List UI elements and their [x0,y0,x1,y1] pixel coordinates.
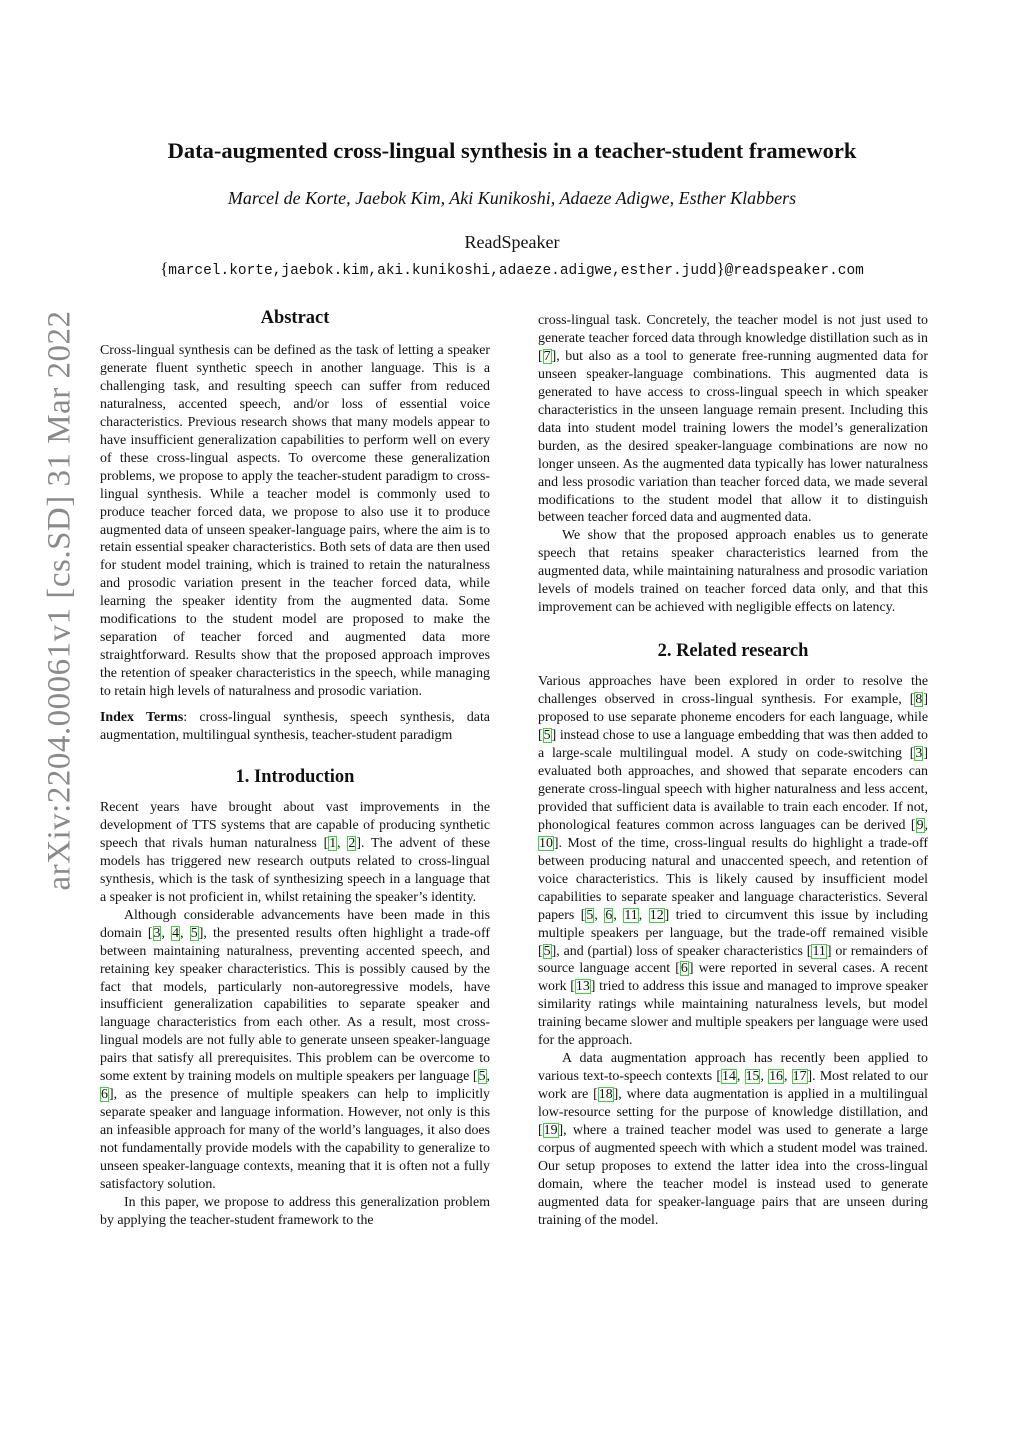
intro-paragraph-3-continued: cross-lingual task. Concretely, the teacher model is not just used to generate teacher forced data through knowledge distillation such as in [7], but also as a tool to generate free-running augmented data for unseen speaker-language combinations. This augmented data is generated to have access to cross-lingual speech in which speaker characteristics in the unseen language remain present. Including this data into student model training lowers the model’s generalization burden, as the desired speaker-language combinations are now no longer unseen. As the augmented data typically has lower naturalness and less prosodic variation than teacher forced data, we made several modifications to the student model that allow it to distinguish between teacher forced data and augmented data. [538,313,928,526]
email-brace-open: { [160,259,169,278]
citation-link[interactable]: 18 [598,1087,613,1103]
email-usernames: marcel.korte,jaebok.kim,aki.kunikoshi,adaeze.adigwe,esther.judd [168,263,717,279]
citation-link[interactable]: 19 [543,1123,558,1139]
citation-link[interactable]: 15 [745,1069,760,1085]
citation-link[interactable]: 8 [915,692,923,708]
citation-link[interactable]: 16 [769,1069,783,1085]
citation-link[interactable]: 5 [478,1069,486,1085]
citation-link[interactable]: 13 [575,979,590,995]
citation-link[interactable]: 12 [649,907,664,923]
introduction-heading: 1. Introduction [235,766,355,787]
citation-link[interactable]: 5 [586,907,594,923]
citation-link[interactable]: 3 [915,746,923,762]
author-emails [0,259,1024,279]
citation-link[interactable]: 3 [153,925,161,941]
citation-link[interactable]: 1 [329,835,337,851]
citation-link[interactable]: 2 [348,835,356,851]
citation-link[interactable]: 14 [722,1069,736,1085]
citation-link[interactable]: 7 [543,348,551,364]
right-column [538,312,928,1230]
left-column [100,306,490,1230]
citation-link[interactable]: 6 [101,1087,108,1103]
related-paragraph-2: A data augmentation approach has recently been applied to various text-to-speech contexts [14, 15, 16, 17]. Most related to our work are [18], where data augmentation is applied in a multilingual low-resource setting for the purpose of knowledge distillation, and [19], where a trained teacher model was used to generate a large corpus of augmented speech with which a student model was trained. Our setup proposes to extend the latter idea into the cross-lingual domain, where the teacher model is instead used to generate augmented data for speaker-language pairs that are unseen during training of the model. [538,1051,929,1228]
intro-paragraph-2: Although considerable advancements have been made in this domain [3, 4, 5], the presented results often highlight a trade-off between maintaining naturalness, preventing accented speech, and retaining key speaker characteristics. This is possibly caused by the fact that models, particularly non-autoregressive models, have insufficient generalization capabilities to separate speaker and language characteristics from each other. As a result, most cross-lingual models are not fully able to generate unseen speaker-language pairs that satisfy all prerequisites. This problem can be overcome to some extent by training models on multiple speakers per language [5, 6], as the presence of multiple speakers can help to implicitly separate speaker and language information. However, not only is this an infeasible approach for many of the world’s languages, it also does not fundamentally provide models with the capability to generalize to unseen speaker-language contexts, meaning that it is often not a fully satisfactory solution. [100,907,490,1192]
index-terms-text: : cross-lingual synthesis, speech synthesis, data augmentation, multilingual synthesis, teacher-student paradigm [100,710,490,744]
email-domain: @readspeaker.com [724,263,864,279]
email-brace-close: } [716,259,725,278]
intro-paragraph-4: We show that the proposed approach enables us to generate speech that retains speaker characteristics learned from the augmented data, while maintaining naturalness and prosodic variation levels of models trained on teacher forced data only, and that this improvement can be achieved with negligible effects on latency. [538,528,928,616]
related-paragraph-1: Various approaches have been explored in order to resolve the challenges observed in cross-lingual synthesis. For example, [8] proposed to use separate phoneme encoders for each language, while [5] instead chose to use a language embedding that was then added to a large-scale multilingual model. A study on code-switching [3] evaluated both approaches, and showed that separate encoders can generate cross-lingual speech with higher naturalness and less accent, provided that sufficient data is available to train each encoder. If not, phonological features common across languages can be derived [9, 10]. Most of the time, cross-lingual results do highlight a trade-off between producing natural and unaccented speech, and retention of voice characteristics. This is likely caused by insufficient model capabilities to separate speaker and language characteristics. Several papers [5, 6, 11, 12] tried to circumvent this issue by including multiple speakers per language, but the trade-off remained visible [5], and (partial) loss of speaker characteristics [11] or remainders of source language accent [6] were reported in several cases. A recent work [13] tried to address this issue and managed to improve speaker similarity ratings while maintaining naturalness levels, but model training became slower and multiple speakers per language were used for the approach. [538,674,928,1049]
affiliation: ReadSpeaker [464,232,560,252]
abstract-heading: Abstract [260,308,330,328]
paper-title: Data-augmented cross-lingual synthesis in a teacher-student framework [167,138,857,163]
index-terms-label: Index Terms [100,710,184,726]
citation-link[interactable]: 6 [605,907,613,923]
intro-paragraph-1: Recent years have brought about vast improvements in the development of TTS systems that are capable of producing synthetic speech that rivals human naturalness [1, 2]. The advent of these models has triggered new research outputs related to cross-lingual synthesis, which is the task of synthesizing speech in a language that a speaker is not proficient in, whilst retaining the speaker’s identity. [100,799,490,905]
citation-link[interactable]: 5 [543,728,551,744]
citation-link[interactable]: 17 [792,1069,807,1085]
citation-link[interactable]: 6 [680,961,688,977]
author-list: Marcel de Korte, Jaebok Kim, Aki Kunikoshi, Adaeze Adigwe, Esther Klabbers [227,188,797,208]
index-terms [100,709,490,745]
arxiv-identifier-text: arXiv:2204.00061v1 [cs.SD] 31 Mar 2022 [41,310,78,890]
intro-paragraph-3: In this paper, we propose to address this generalization problem by applying the teacher-student framework to the [100,1194,490,1228]
citation-link[interactable]: 4 [172,925,180,941]
citation-link[interactable]: 10 [539,835,553,851]
abstract-text: Cross-lingual synthesis can be defined as the task of letting a speaker generate fluent synthetic speech in another language. This is a challenging task, and resulting speech can suffer from reduced naturalness, accented speech, and/or loss of essential voice characteristics. Previous research shows that many models appear to have insufficient generalization capabilities to perform well on every of these cross-lingual aspects. To overcome these generalization problems, we propose to apply the teacher-student paradigm to cross-lingual synthesis. While a teacher model is commonly used to produce teacher forced data, we propose to also use it to produce augmented data of unseen speaker-language pairs, where the aim is to retain essential speaker characteristics. Both sets of data are then used for student model training, which is trained to retain the naturalness and prosodic variation present in the teacher forced data, while learning the speaker identity from the augmented data. Some modifications to the student model are proposed to make the separation of teacher forced and augmented data more straightforward. Results show that the proposed approach improves the retention of speaker characteristics in the speech, while managing to retain high levels of naturalness and prosodic variation. [100,343,490,700]
citation-link[interactable]: 5 [543,943,551,959]
citation-link[interactable]: 5 [190,925,198,941]
citation-link[interactable]: 11 [624,907,638,923]
citation-link[interactable]: 11 [812,943,826,959]
related-research-heading: 2. Related research [657,641,809,662]
citation-link[interactable]: 9 [916,817,924,833]
